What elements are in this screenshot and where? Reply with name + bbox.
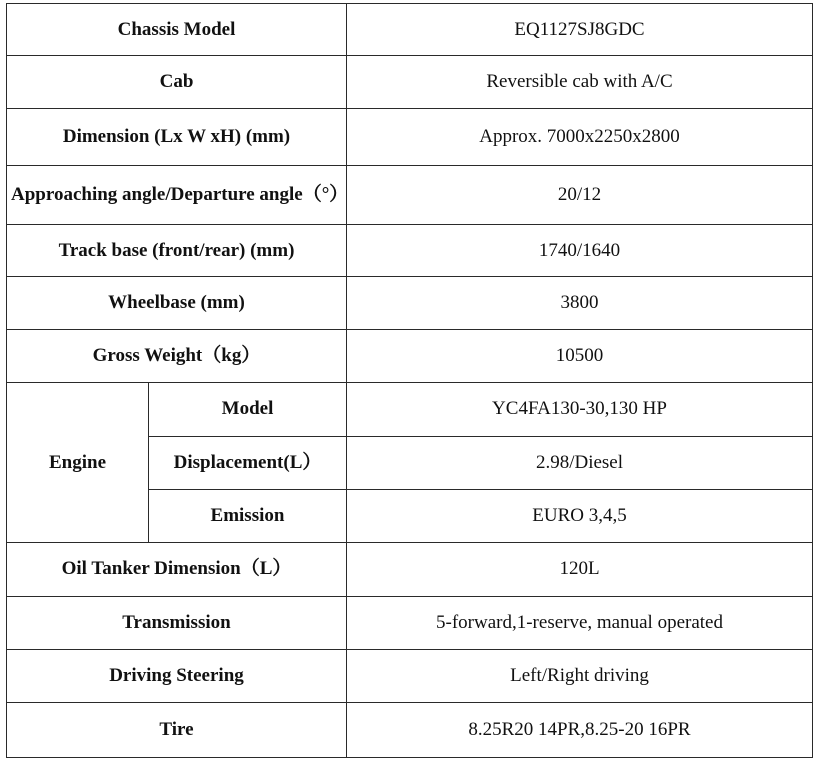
engine-sub-value: EURO 3,4,5	[347, 489, 813, 542]
row-value: 1740/1640	[347, 225, 813, 277]
row-value: 5-forward,1-reserve, manual operated	[347, 596, 813, 649]
row-value: 10500	[347, 330, 813, 383]
table-row	[7, 383, 813, 436]
table-row	[7, 166, 813, 225]
table-row	[7, 56, 813, 109]
table-row	[7, 702, 813, 757]
engine-sub-label: Emission	[149, 489, 347, 542]
row-value: 20/12	[347, 166, 813, 225]
engine-sub-label: Displacement(L）	[149, 436, 347, 489]
table-row	[7, 596, 813, 649]
row-label: Wheelbase (mm)	[7, 277, 347, 330]
row-value: 8.25R20 14PR,8.25-20 16PR	[347, 702, 813, 757]
engine-sub-value: 2.98/Diesel	[347, 436, 813, 489]
spec-table	[6, 3, 813, 758]
row-label: Tire	[7, 702, 347, 757]
table-row	[7, 649, 813, 702]
row-value: Approx. 7000x2250x2800	[347, 109, 813, 166]
row-label: Oil Tanker Dimension（L）	[7, 542, 347, 596]
engine-sub-value: YC4FA130-30,130 HP	[347, 383, 813, 436]
table-row	[7, 225, 813, 277]
row-value: Reversible cab with A/C	[347, 56, 813, 109]
table-row	[7, 4, 813, 56]
engine-group-label: Engine	[7, 383, 149, 542]
table-row	[7, 277, 813, 330]
row-label: Chassis Model	[7, 4, 347, 56]
row-label: Gross Weight（kg）	[7, 330, 347, 383]
row-value: EQ1127SJ8GDC	[347, 4, 813, 56]
row-label: Transmission	[7, 596, 347, 649]
row-label: Cab	[7, 56, 347, 109]
row-label: Dimension (Lx W xH) (mm)	[7, 109, 347, 166]
table-row	[7, 542, 813, 596]
engine-sub-label: Model	[149, 383, 347, 436]
row-label: Track base (front/rear) (mm)	[7, 225, 347, 277]
row-value: 3800	[347, 277, 813, 330]
row-label: Driving Steering	[7, 649, 347, 702]
table-row	[7, 109, 813, 166]
table-row	[7, 330, 813, 383]
row-value: Left/Right driving	[347, 649, 813, 702]
row-value: 120L	[347, 542, 813, 596]
row-label: Approaching angle/Departure angle（°）	[7, 166, 347, 225]
